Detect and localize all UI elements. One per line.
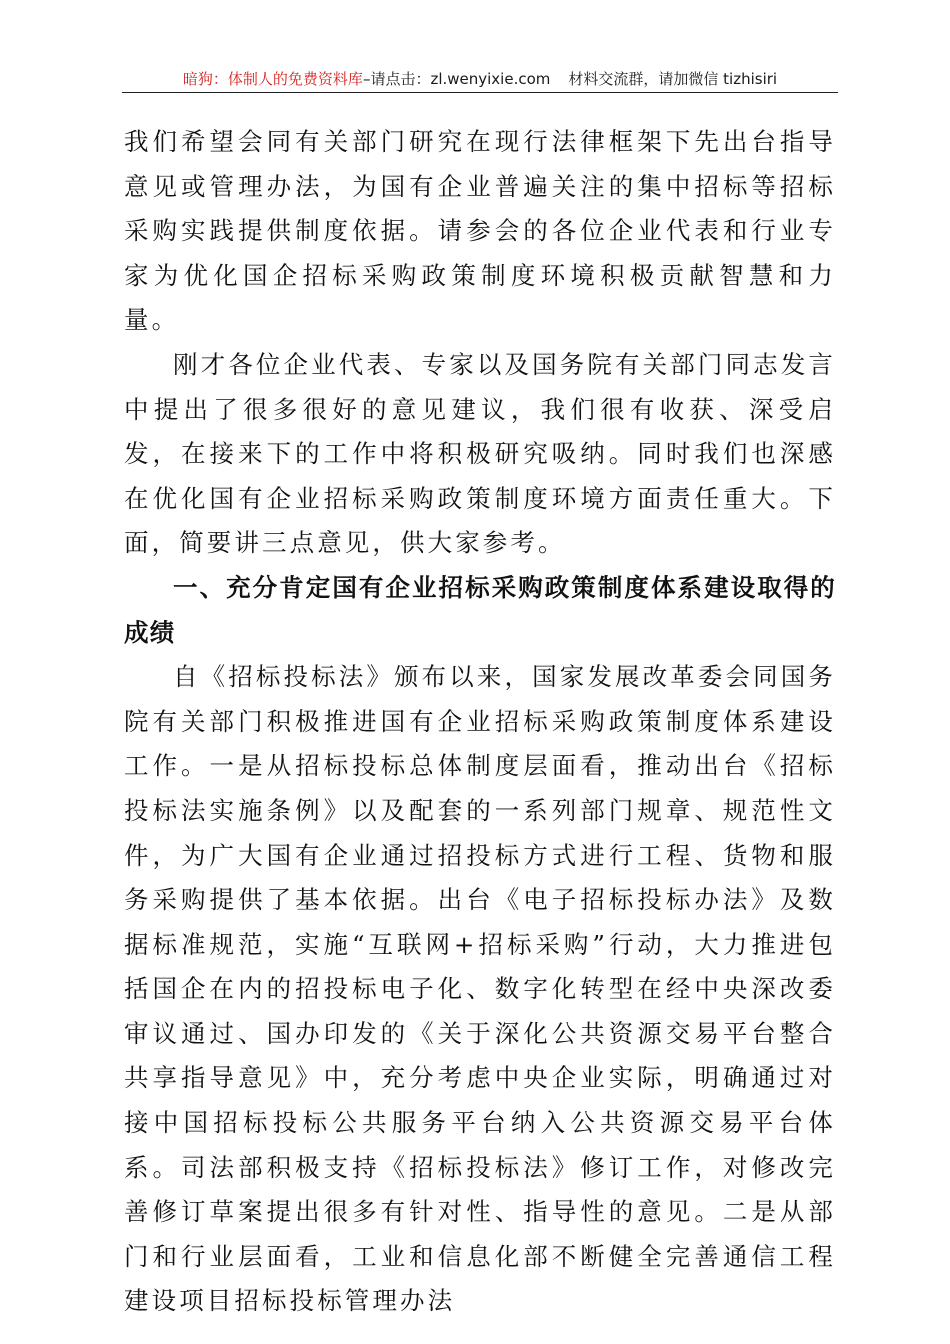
- section-heading-1: 一、充分肯定国有企业招标采购政策制度体系建设取得的成绩: [124, 572, 836, 647]
- document-body: [124, 120, 836, 1324]
- header-url-link[interactable]: zl.wenyixie.com: [430, 70, 551, 88]
- header-contact: 材料交流群，请加微信 tizhisiri: [568, 70, 778, 88]
- body-paragraph-1: 我们希望会同有关部门研究在现行法律框架下先出台指导意见或管理办法，为国有企业普遍关注的集中招标等招标采购实践提供制度依据。请参会的各位企业代表和行业专家为优化国企招标采购政策制度环境积极贡献智慧和力量。: [124, 127, 836, 335]
- section-paragraph-1: 自《招标投标法》颁布以来，国家发展改革委会同国务院有关部门积极推进国有企业招标采购政策制度体系建设工作。一是从招标投标总体制度层面看，推动出台《招标投标法实施条例》以及配套的一系列部门规章、规范性文件，为广大国有企业通过招投标方式进行工程、货物和服务采购提供了基本依据。出台《电子招标投标办法》及数据标准规范，实施“互联网+招标采购”行动，大力推进包括国企在内的招投标电子化、数字化转型在经中央深改委审议通过、国办印发的《关于深化公共资源交易平台整合共享指导意见》中，充分考虑中央企业实际，明确通过对接中国招标投标公共服务平台纳入公共资源交易平台体系。司法部积极支持《招标投标法》修订工作，对修改完善修订草案提出很多有针对性、指导性的意见。二是从部门和行业层面看，工业和信息化部不断健全完善通信工程建设项目招标投标管理办法: [124, 662, 836, 1316]
- body-paragraph-2: 刚才各位企业代表、专家以及国务院有关部门同志发言中提出了很多很好的意见建议，我们很有收获、深受启发，在接来下的工作中将积极研究吸纳。同时我们也深感在优化国有企业招标采购政策制度环境方面责任重大。下面，简要讲三点意见，供大家参考。: [124, 349, 836, 558]
- header-click-prompt: –请点击：: [362, 70, 431, 88]
- page-header: [122, 66, 838, 93]
- header-site-label: 暗狗：体制人的免费资料库: [182, 70, 363, 88]
